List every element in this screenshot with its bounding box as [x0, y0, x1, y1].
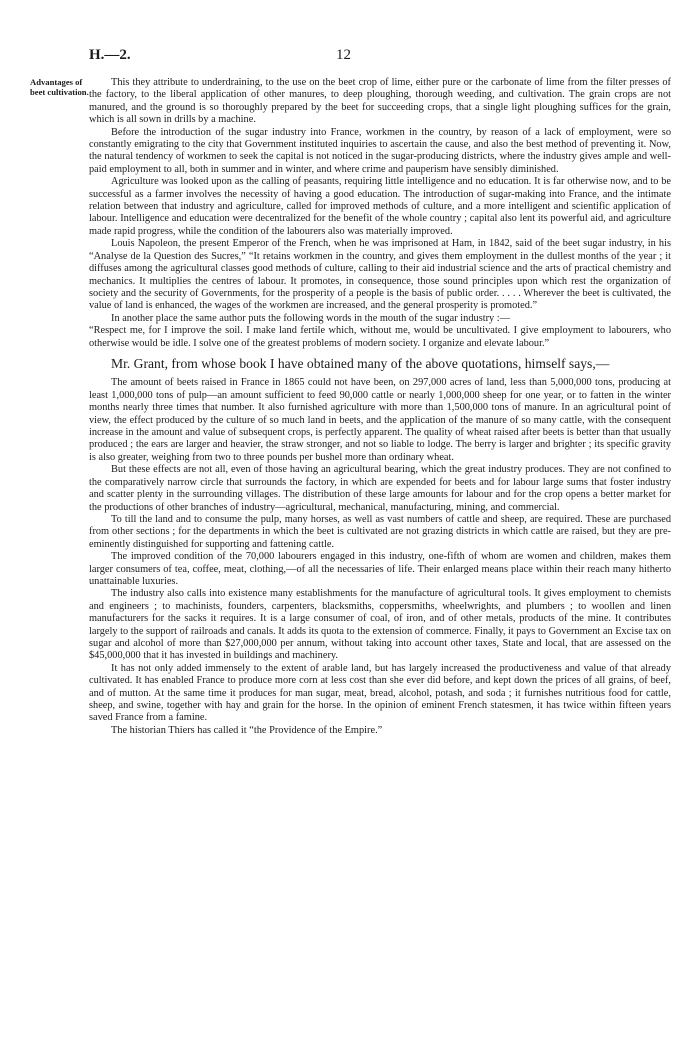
- paragraph: To till the land and to consume the pulp, many horses, as well as vast numbers of cattle and sheep, are required. These are purchased from other sections ; for the departments in which the beet is cultivated are not grazing districts in which cattle are raised, but they are pre-eminently distinguished for supporting and fattening cattle.: [89, 513, 671, 550]
- paragraph: The improved condition of the 70,000 labourers engaged in this industry, one-fifth of whom are women and children, makes them larger consumers of tea, coffee, meat, clothing,—of all the necessaries of life. Their enlarged means place within their reach many hitherto unattainable luxuries.: [89, 551, 671, 587]
- paragraph: The industry also calls into existence many establishments for the manufacture of agricultural tools. It gives employment to chemists and engineers ; to machinists, founders, carpenters, blacksmiths, coppersmiths, wheelwrights, and plumbers ; to woollen and linen manufacturers for the sacks it requires. It is a large consumer of coal, of iron, and of other metals, products of the mine. It contributes largely to the support of railroads and canals. It adds its quota to the extension of commerce. Finally, it pays to Government an Excise tax on sugar and alcohol of more than $27,000,000 per annum, without taking into account other taxes, State and local, that are assessed on the $45,000,000 that it has invested in buildings and machinery.: [89, 588, 671, 662]
- paragraph: The historian Thiers has called it “the Providence of the Empire.”: [111, 724, 383, 736]
- margin-note-line: Advantages of: [30, 77, 83, 87]
- paragraph: Louis Napoleon, the present Emperor of the French, when he was imprisoned at Ham, in 1842, said of the beet sugar industry, in his “Analyse de la Question des Sucres,” “It retains workmen in the country, and gives them employment in the dullest months of the year ; it diffuses among the agricultural classes good methods of culture, calling to their aid industrial science and the arts of practical chemistry and mechanics. It multiplies the centres of labour. It promotes, in consequence, those sound principles upon which rest the organization of society and the security of Governments, for the prosperity of a people is the basis of public order. . . . . Wherever the beet is cultivated, the value of land is enhanced, the wages of the workmen are increased, and the general prosperity is promoted.”: [89, 238, 671, 312]
- intro-paragraph: Mr. Grant, from whose book I have obtained many of the above quotations, himself says,—: [111, 355, 610, 371]
- document-id: H.—2.: [89, 47, 131, 63]
- quoted-paragraph: “Respect me, for I improve the soil. I make land fertile which, without me, would be uncultivated. I give employment to labourers, who otherwise would be idle. I solve one of the greatest problems of modern society. I organize and elevate labour.”: [89, 325, 671, 349]
- paragraph: In another place the same author puts the following words in the mouth of the sugar industry :—: [111, 312, 511, 324]
- paragraph: Before the introduction of the sugar industry into France, workmen in the country, by reason of a lack of employment, were so constantly emigrating to the city that Government instituted inquiries to ascertain the cause, and also the best method of preventing it. Now, the natural tendency of workmen to seek the capital is not noticed in the sugar-producing districts, where the industry gives ample and well-paid employment to all, both in summer and in winter, and where crime and pauperism have sensibly diminished.: [89, 126, 671, 175]
- paragraph: This they attribute to underdraining, to the use on the beet crop of lime, either pure or the carbonate of lime from the filter presses of the factory, to the liberal application of other manures, to deep ploughing, thorough weeding, and cultivation. The grain crops are not manured, and the ground is so thoroughly prepared by the beet for succeeding crops, that a single light ploughing suffices for the grain, which is all sown in drills by a machine.: [89, 77, 671, 126]
- paragraph: It has not only added immensely to the extent of arable land, but has largely increased the productiveness and value of that already cultivated. It has enabled France to produce more corn at less cost than she ever did before, and kept down the prices of all grains, of beef, and of mutton. At the same time it produces for man sugar, meat, bread, alcohol, potash, and soda ; it furnishes nutritious food for cattle, sheep, and swine, together with hay and grain for the horse. In the opinion of eminent French statesmen, it has twice within fifteen years saved France from a famine.: [89, 662, 671, 724]
- paragraph: The amount of beets raised in France in 1865 could not have been, on 297,000 acres of land, less than 5,000,000 tons, producing at least 1,000,000 tons of pulp—an amount sufficient to feed 90,000 cattle or nearly 1,000,000 sheep for one year, or to fatten in the winter months nearly three times that number. It also furnished agriculture with more than 1,500,000 tons of manure. In an agricultural point of view, the effect produced by the culture of so much land in beets, and the application of the manure of so many cattle, with the consequent increase in the amount and value of subsequent crops, is perfectly apparent. The quality of wheat raised after beets is better than that usually produced ; the ears are larger and heavier, the straw stronger, and not so liable to lodge. The berry is larger and brighter ; its specific gravity is also greater, weighing from two to three pounds per bushel more than ordinary wheat.: [89, 377, 671, 463]
- margin-note: [30, 78, 88, 97]
- page-header: [0, 47, 700, 67]
- paragraph: But these effects are not all, even of those having an agricultural bearing, which the great industry produces. They are not confined to the comparatively narrow circle that surrounds the factory, in which are expended for beets and for labour large sums that foster industry and scatter plenty in the surrounding villages. The distribution of these large amounts for labour and for the crop opens a better market for the productions of other branches of industry—agricultural, mechanical, manufacturing, mining, and commercial.: [89, 464, 671, 513]
- body-text: [89, 77, 671, 737]
- margin-note-line: beet cultivation.: [30, 86, 89, 97]
- paragraph: Agriculture was looked upon as the calling of peasants, requiring little intelligence and no education. It is far otherwise now, and to be successful as a farmer involves the necessity of having a good education. The introduction of sugar-making into France, and the intimate relation between that industry and agriculture, called for improved methods of culture, and a more intelligent and scientific application of labour. Intelligence and education were decentralized for the benefit of the whole country ; capital also lent its powerful aid, and agriculture made rapid progress, while the condition of the labourers also was materially improved.: [89, 176, 671, 237]
- page-number: 12: [336, 47, 351, 63]
